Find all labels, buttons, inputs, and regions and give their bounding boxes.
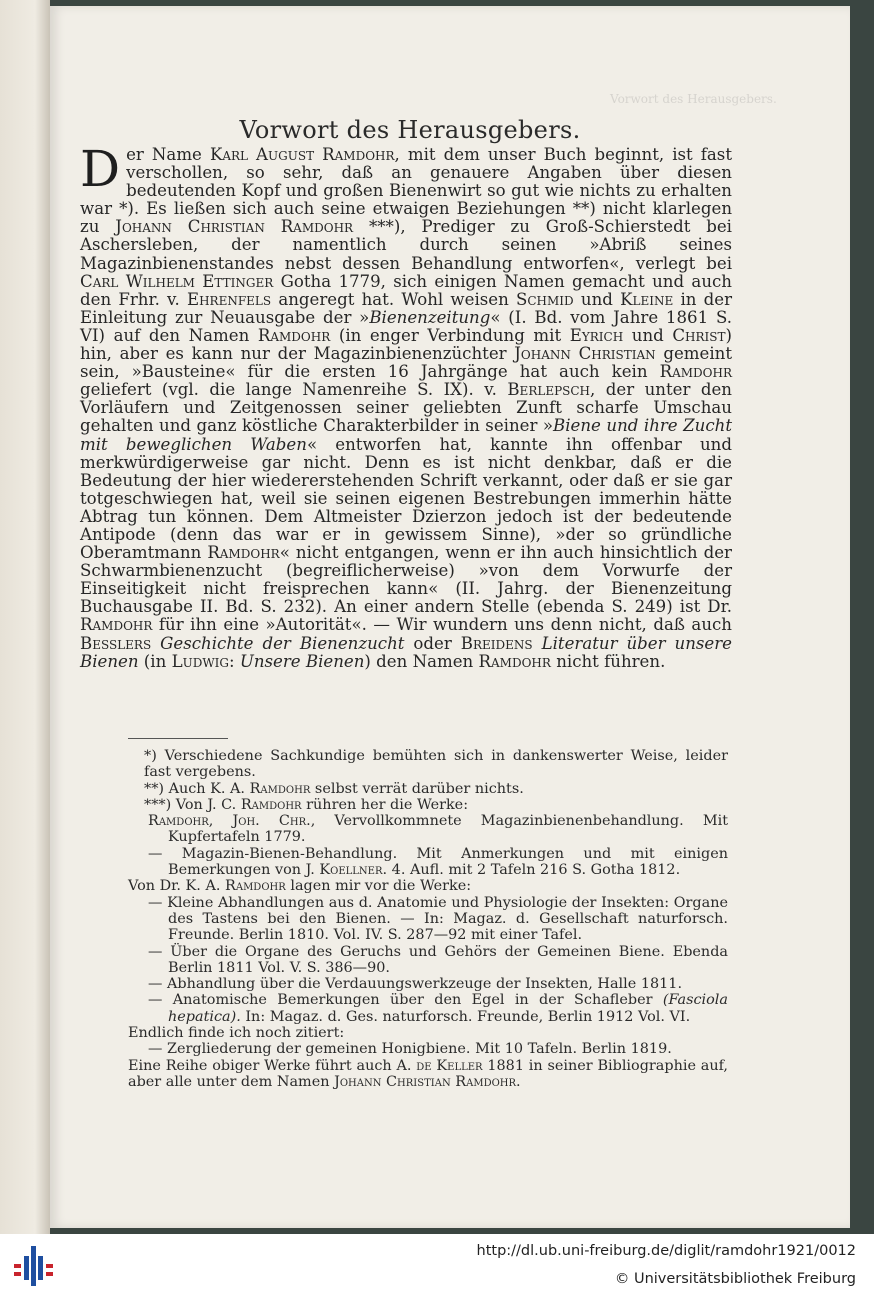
footnote-2: **) Auch K. A. Ramdohr selbst verrät darüber nichts. — [144, 780, 524, 797]
work-entry: — Anatomische Bemerkungen über den Egel in der Schafleber (Fasciola hepatica). In: Magaz. d. Ges. naturforsch. Freunde, Berlin 1912 Vol. VI. — [148, 992, 728, 1025]
footnote-line: Endlich finde ich noch zitiert: — [128, 1025, 345, 1042]
footnote-1: *) Verschiedene Sachkundige bemühten sich in dankenswerter Weise, leider fast vergebens. — [144, 748, 728, 781]
work-entry: — Zergliederung der gemeinen Honigbiene. Mit 10 Tafeln. Berlin 1819. — [148, 1041, 672, 1058]
footnote-3: ***) Von J. C. Ramdohr rühren her die Werke: — [144, 796, 469, 813]
work-entry: Ramdohr, Joh. Chr., Vervollkommnete Magazinbienenbehandlung. Mit Kupfertafeln 1779. — [148, 813, 728, 846]
footnote-rule — [128, 738, 228, 739]
body-text — [80, 140, 733, 671]
footnote-line: Eine Reihe obiger Werke führt auch A. de Keller 1881 in seiner Bibliographie auf, aber alle unter dem Namen Johann Christian Ramdohr. — [128, 1057, 729, 1090]
permalink-url[interactable]: http://dl.ub.uni-freiburg.de/diglit/ramdohr1921/0012 — [476, 1243, 856, 1259]
footnote-line: Von Dr. K. A. Ramdohr lagen mir vor die Werke: — [128, 878, 472, 895]
page-title: Vorwort des Herausgebers. — [239, 116, 581, 144]
body-paragraph: Der Name Karl August Ramdohr, mit dem unser Buch beginnt, ist fast verschollen, so sehr, daß an genauere Angaben über diesen bedeutenden Kopf und großen Bienenwirt so gut wie nichts zu erhalten war *). Es ließen sich auch seine etwaigen Beziehungen **) nicht klarlegen zu Johann Christian Ramdohr ***), Prediger zu Groß-Schierstedt bei Aschersleben, der namentlich durch seinen »Abriß seines Magazinbienenstandes nebst dessen Behandlung entworfen«, verlegt bei Carl Wilhelm Ettinger Gotha 1779, sich einigen Namen gemacht und auch den Frhr. v. Ehrenfels angeregt hat. Wohl weisen Schmid und Kleine in der Einleitung zur Neuausgabe der »Bienenzeitung« (I. Bd. vom Jahre 1861 S. VI) auf den Namen Ramdohr (in enger Verbindung mit Eyrich und Christ) hin, aber es kann nur der Magazinbienenzüchter Johann Christian gemeint sein, »Bausteine« für die ersten 16 Jahrgänge hat auch kein Ramdohr geliefert (vgl. die lange Namenreihe S. IX). v. Berlepsch, der unter den Vorläufern und Zeitgenossen seiner geliebten Zunft scharfe Umschau gehalten und ganz köstliche Charakterbilder in seiner »Biene und ihre Zucht mit beweglichen Waben« entworfen hat, kannte ihn offenbar und merkwürdigerweise gar nicht. Denn es ist nicht denkbar, daß er die Bedeutung der hier wiedererstehenden Schrift verkannt, oder daß er sie gar totgeschwiegen hat, weil sie seinen eigenen Bestrebungen immerhin hätte Abtrag tun können. Dem Altmeister Dzierzon jedoch ist der bedeutende Antipode (denn das war er in gewissem Sinne), »der so gründliche Oberamtmann Ramdohr« nicht entgangen, wenn er ihn auch hinsichtlich der Schwarmbienenzucht (begreiflicherweise) »von dem Vorwurfe der Einseitigkeit nicht freisprechen kann« (II. Jahrg. der Bienenzeitung Buchausgabe II. Bd. S. 232). An einer andern Stelle (ebenda S. 249) ist Dr. Ramdohr für ihn eine »Autorität«. — Wir wundern uns denn nicht, daß auch Besslers Geschichte der Bienenzucht oder Breidens Literatur über unsere Bienen (in Ludwig: Unsere Bienen) den Namen Ramdohr nicht führen. — [80, 140, 733, 671]
work-entry: — Magazin-Bienen-Behandlung. Mit Anmerkungen und mit einigen Bemerkungen von J. Koellner. 4. Aufl. mit 2 Tafeln 216 S. Gotha 1812. — [148, 845, 728, 879]
bleed-through-text: Vorwort des Herausgebers. — [610, 92, 777, 106]
viewer-footer — [0, 1234, 874, 1296]
work-entry: — Über die Organe des Geruchs und Gehörs der Gemeinen Biene. Ebenda Berlin 1811 Vol. V. S. 386—90. — [148, 943, 728, 976]
work-entry: — Abhandlung über die Verdauungswerkzeuge der Insekten, Halle 1811. — [148, 976, 683, 993]
left-page-edge — [0, 0, 50, 1234]
footnotes — [128, 748, 728, 1090]
work-entry: — Kleine Abhandlungen aus d. Anatomie und Physiologie der Insekten: Organe des Tastens bei den Bienen. — In: Magaz. d. Gesellschaft naturforsch. Freunde. Berlin 1810. Vol. IV. S. 287—92 mit einer Tafel. — [148, 894, 728, 944]
drop-cap: D — [80, 140, 121, 198]
university-library-logo-icon — [12, 1244, 56, 1288]
copyright-notice: © Universitätsbibliothek Freiburg — [614, 1271, 856, 1287]
